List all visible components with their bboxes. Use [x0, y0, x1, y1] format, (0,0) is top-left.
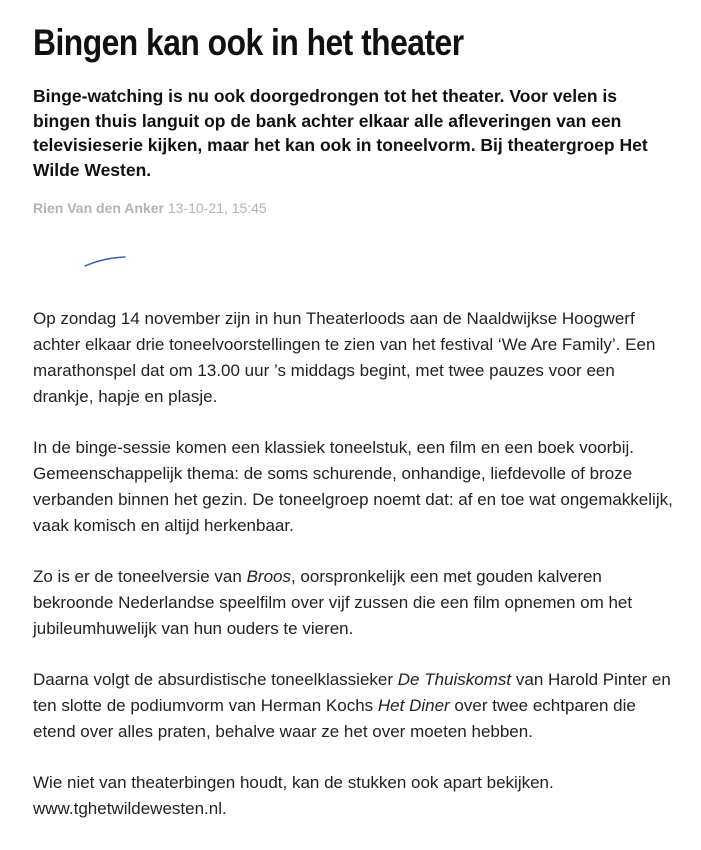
title-de-thuiskomst: De Thuiskomst [397, 670, 512, 689]
byline [33, 198, 267, 218]
body-paragraph: Op zondag 14 november zijn in hun Theaterloods aan de Naaldwijkse Hoogwerf achter elkaar drie toneelvoorstellingen te zien van het festival ‘We Are Family’. Een marathonspel dat om 13.00 uur ’s middags begint, met twee pauzes voor een drankje, hapje en plasje. [33, 309, 656, 406]
body-paragraph [33, 667, 678, 745]
paragraph-text: Daarna volgt de absurdistische toneelklassieker [33, 670, 398, 689]
paragraph-text: Zo is er de toneelversie van [33, 567, 247, 586]
article-intro: Binge-watching is nu ook doorgedrongen tot het theater. Voor velen is bingen thuis languit op de bank achter elkaar alle afleveringen van een televisieserie kijken, maar het kan ook in toneelvorm. Bij theatergroep Het Wilde Westen. [33, 86, 648, 180]
author-name[interactable]: Rien Van den Anker [33, 200, 164, 216]
loading-spinner-icon [83, 252, 131, 272]
article-headline: Bingen kan ook in het theater [33, 22, 464, 63]
title-het-diner: Het Diner [377, 696, 450, 715]
article-body [33, 306, 678, 847]
paragraph-text: , oorspronkelijk een met gouden kalveren bekroonde Nederlandse speelfilm over vijf zussen die een film opnemen om het jubileumhuwelijk van hun ouders te vieren. [33, 567, 633, 638]
website-link[interactable]: www.tghetwildewesten.nl. [33, 799, 227, 818]
body-paragraph: In de binge-sessie komen een klassiek toneelstuk, een film en een boek voorbij. Gemeenschappelijk thema: de soms schurende, onhandige, liefdevolle of broze verbanden binnen het gezin. De toneelgroep noemt dat: af en toe wat ongemakkelijk, vaak komisch en altijd herkenbaar. [33, 438, 673, 535]
title-broos: Broos [246, 567, 291, 586]
paragraph-text: Wie niet van theaterbingen houdt, kan de stukken ook apart bekijken. [33, 773, 554, 792]
paragraph-text: over twee echtparen die etend over alles praten, behalve waar ze het over moeten hebben. [33, 696, 636, 741]
paragraph-text: van Harold Pinter en ten slotte de podiumvorm van Herman Kochs [33, 670, 671, 715]
body-paragraph [33, 564, 678, 642]
body-paragraph [33, 770, 678, 822]
publish-timestamp: 13-10-21, 15:45 [167, 200, 267, 216]
